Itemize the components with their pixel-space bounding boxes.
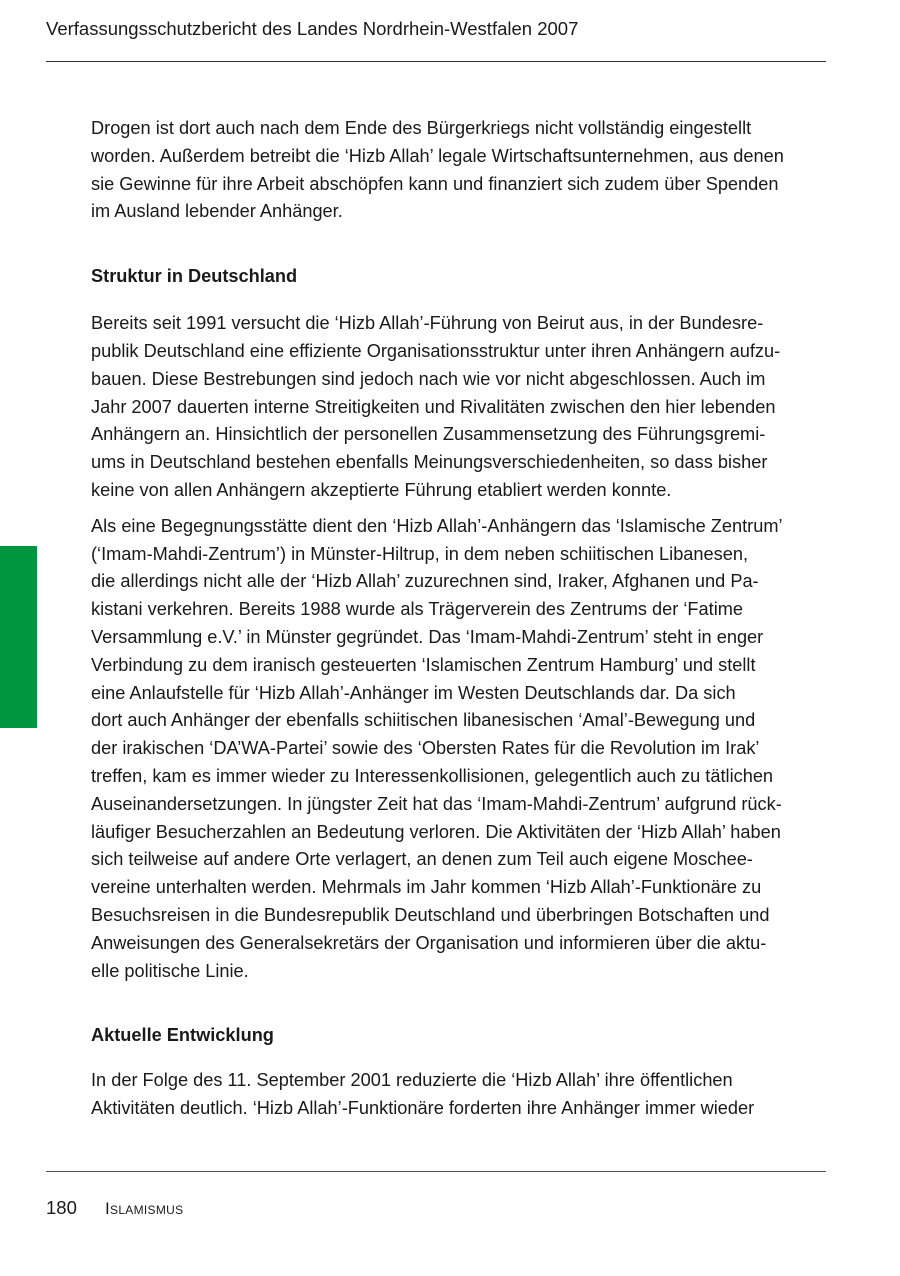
text-line: Anhängern an. Hinsichtlich der personellen Zusammensetzung des Führungsgremi- [91,424,766,445]
section-heading-entwicklung: Aktuelle Entwicklung [91,1025,274,1046]
text-line: Aktivitäten deutlich. ‘Hizb Allah’-Funktionäre forderten ihre Anhänger immer wieder [91,1098,755,1119]
text-line: In der Folge des 11. September 2001 reduzierte die ‘Hizb Allah’ ihre öffentlichen [91,1070,733,1091]
page-number: 180 [46,1197,77,1218]
text-line: Bereits seit 1991 versucht die ‘Hizb Allah’-Führung von Beirut aus, in der Bundesre- [91,313,764,334]
paragraph-struktur-2 [91,513,831,986]
intro-paragraph [91,115,831,226]
footer-section-name: Islamismus [105,1199,184,1218]
text-line: Als eine Begegnungsstätte dient den ‘Hizb Allah’-Anhängern das ‘Islamische Zentrum’ [91,515,783,536]
text-line: eine Anlaufstelle für ‘Hizb Allah’-Anhänger im Westen Deutschlands dar. Da sich [91,682,736,703]
text-line: Auseinandersetzungen. In jüngster Zeit hat das ‘Imam-Mahdi-Zentrum’ aufgrund rück- [91,793,782,814]
text-line: Besuchsreisen in die Bundesrepublik Deutschland und überbringen Botschaften und [91,904,770,925]
text-line: vereine unterhalten werden. Mehrmals im Jahr kommen ‘Hizb Allah’-Funktionäre zu [91,877,762,898]
text-line: Drogen ist dort auch nach dem Ende des Bürgerkriegs nicht vollständig eingestellt [91,118,752,138]
paragraph-struktur-1 [91,310,831,505]
text-line: Jahr 2007 dauerten interne Streitigkeiten und Rivalitäten zwischen den hier lebenden [91,396,776,417]
text-line: (‘Imam-Mahdi-Zentrum’) in Münster-Hiltrup, in dem neben schiitischen Libanesen, [91,543,749,564]
section-heading-struktur: Struktur in Deutschland [91,266,298,287]
text-line: keine von allen Anhängern akzeptierte Führung etabliert werden konnte. [91,479,672,500]
text-line: Versammlung e.V.’ in Münster gegründet. Das ‘Imam-Mahdi-Zentrum’ steht in enger [91,626,764,647]
page-body [91,115,831,1123]
text-line: Verbindung zu dem iranisch gesteuerten ‘Islamischen Zentrum Hamburg’ und stellt [91,654,756,675]
text-line: treffen, kam es immer wieder zu Interessenkollisionen, gelegentlich auch zu tätlichen [91,765,774,786]
text-line: elle politische Linie. [91,960,249,981]
text-line: sich teilweise auf andere Orte verlagert, an denen zum Teil auch eigene Moschee- [91,849,753,870]
footer-rule [46,1171,826,1172]
text-line: worden. Außerdem betreibt die ‘Hizb Allah’ legale Wirtschaftsunternehmen, aus denen [91,145,784,166]
text-line: dort auch Anhänger der ebenfalls schiitischen libanesischen ‘Amal’-Bewegung und [91,710,756,731]
text-line: bauen. Diese Bestrebungen sind jedoch nach wie vor nicht abgeschlossen. Auch im [91,368,766,389]
text-line: der irakischen ‘DA’WA-Partei’ sowie des ‘Obersten Rates für die Revolution im Irak’ [91,738,760,759]
text-line: läufiger Besucherzahlen an Bedeutung verloren. Die Aktivitäten der ‘Hizb Allah’ haben [91,821,781,842]
header-rule [46,61,826,62]
text-line: die allerdings nicht alle der ‘Hizb Allah’ zuzurechnen sind, Iraker, Afghanen und Pa- [91,571,759,592]
text-line: kistani verkehren. Bereits 1988 wurde als Trägerverein des Zentrums der ‘Fatime [91,599,744,620]
text-line: Anweisungen des Generalsekretärs der Organisation und informieren über die aktu- [91,932,767,953]
text-line: sie Gewinne für ihre Arbeit abschöpfen kann und finanziert sich zudem über Spenden [91,173,779,194]
text-line: ums in Deutschland bestehen ebenfalls Meinungsverschiedenheiten, so dass bisher [91,452,768,473]
section-color-tab [0,546,37,728]
text-line: im Ausland lebender Anhänger. [91,201,343,222]
text-line: publik Deutschland eine effiziente Organisationsstruktur unter ihren Anhängern aufzu- [91,340,781,361]
running-header-title: Verfassungsschutzbericht des Landes Nordrhein-Westfalen 2007 [46,18,579,39]
paragraph-entwicklung-1 [91,1067,831,1123]
